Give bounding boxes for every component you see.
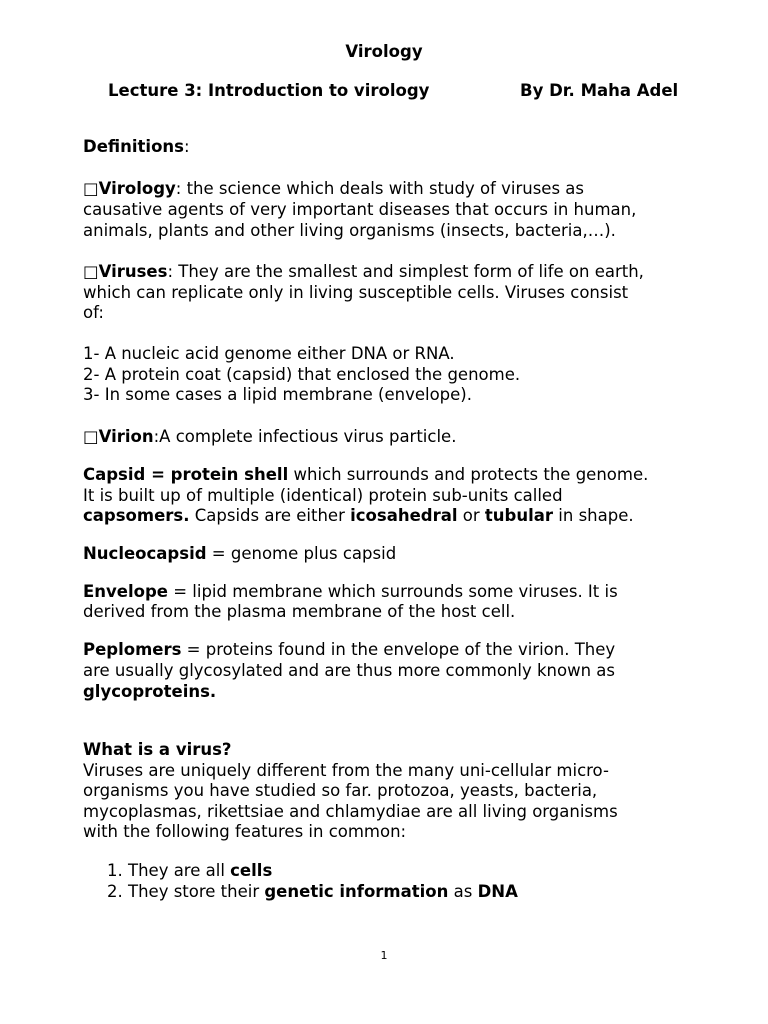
virology-definition-line-1: □Virology: the science which deals with study of viruses as: [83, 179, 584, 198]
checkbox-icon: □: [83, 179, 99, 198]
author-name: By Dr. Maha Adel: [520, 81, 679, 100]
viruses-definition-line-1: □Viruses: They are the smallest and simplest form of life on earth,: [83, 262, 644, 281]
checkbox-icon: □: [83, 427, 99, 446]
checkbox-icon: □: [83, 262, 99, 281]
viruses-definition-line-3: of:: [83, 303, 104, 322]
feature-list-item: 1. They are all cells: [107, 861, 273, 880]
what-is-virus-paragraph-line: Viruses are uniquely different from the many uni-cellular micro-: [83, 761, 609, 780]
capsid-definition-line-3: capsomers. Capsids are either icosahedral or tubular in shape.: [83, 506, 634, 525]
virus-component-item: 2- A protein coat (capsid) that enclosed the genome.: [83, 365, 521, 384]
lecture-subtitle: Lecture 3: Introduction to virology: [108, 81, 430, 100]
what-is-virus-paragraph-line: with the following features in common:: [83, 822, 407, 841]
peplomers-definition-line-3: glycoproteins.: [83, 682, 217, 701]
nucleocapsid-definition: Nucleocapsid = genome plus capsid: [83, 544, 397, 563]
virion-definition: □Virion:A complete infectious virus particle.: [83, 427, 457, 446]
virus-component-item: 1- A nucleic acid genome either DNA or RNA.: [83, 344, 455, 363]
peplomers-definition-line-2: are usually glycosylated and are thus more commonly known as: [83, 661, 616, 680]
page-number: 1: [380, 949, 388, 962]
feature-list-item: 2. They store their genetic information as DNA: [107, 882, 518, 901]
envelope-definition-line-2: derived from the plasma membrane of the host cell.: [83, 602, 516, 621]
what-is-virus-paragraph-line: organisms you have studied so far. protozoa, yeasts, bacteria,: [83, 781, 598, 800]
virology-definition-line-3: animals, plants and other living organisms (insects, bacteria,…).: [83, 221, 616, 240]
peplomers-definition-line-1: Peplomers = proteins found in the envelope of the virion. They: [83, 640, 616, 659]
definitions-heading: Definitions:: [83, 137, 190, 156]
document-title: Virology: [345, 42, 423, 61]
envelope-definition-line-1: Envelope = lipid membrane which surrounds some viruses. It is: [83, 582, 618, 601]
virology-definition-line-2: causative agents of very important diseases that occurs in human,: [83, 200, 637, 219]
what-is-virus-paragraph-line: mycoplasmas, rikettsiae and chlamydiae are all living organisms: [83, 802, 618, 821]
capsid-definition-line-1: Capsid = protein shell which surrounds and protects the genome.: [83, 465, 649, 484]
capsid-definition-line-2: It is built up of multiple (identical) protein sub-units called: [83, 486, 563, 505]
what-is-virus-heading: What is a virus?: [83, 740, 232, 759]
virus-component-item: 3- In some cases a lipid membrane (envelope).: [83, 385, 472, 404]
viruses-definition-line-2: which can replicate only in living susceptible cells. Viruses consist: [83, 283, 629, 302]
